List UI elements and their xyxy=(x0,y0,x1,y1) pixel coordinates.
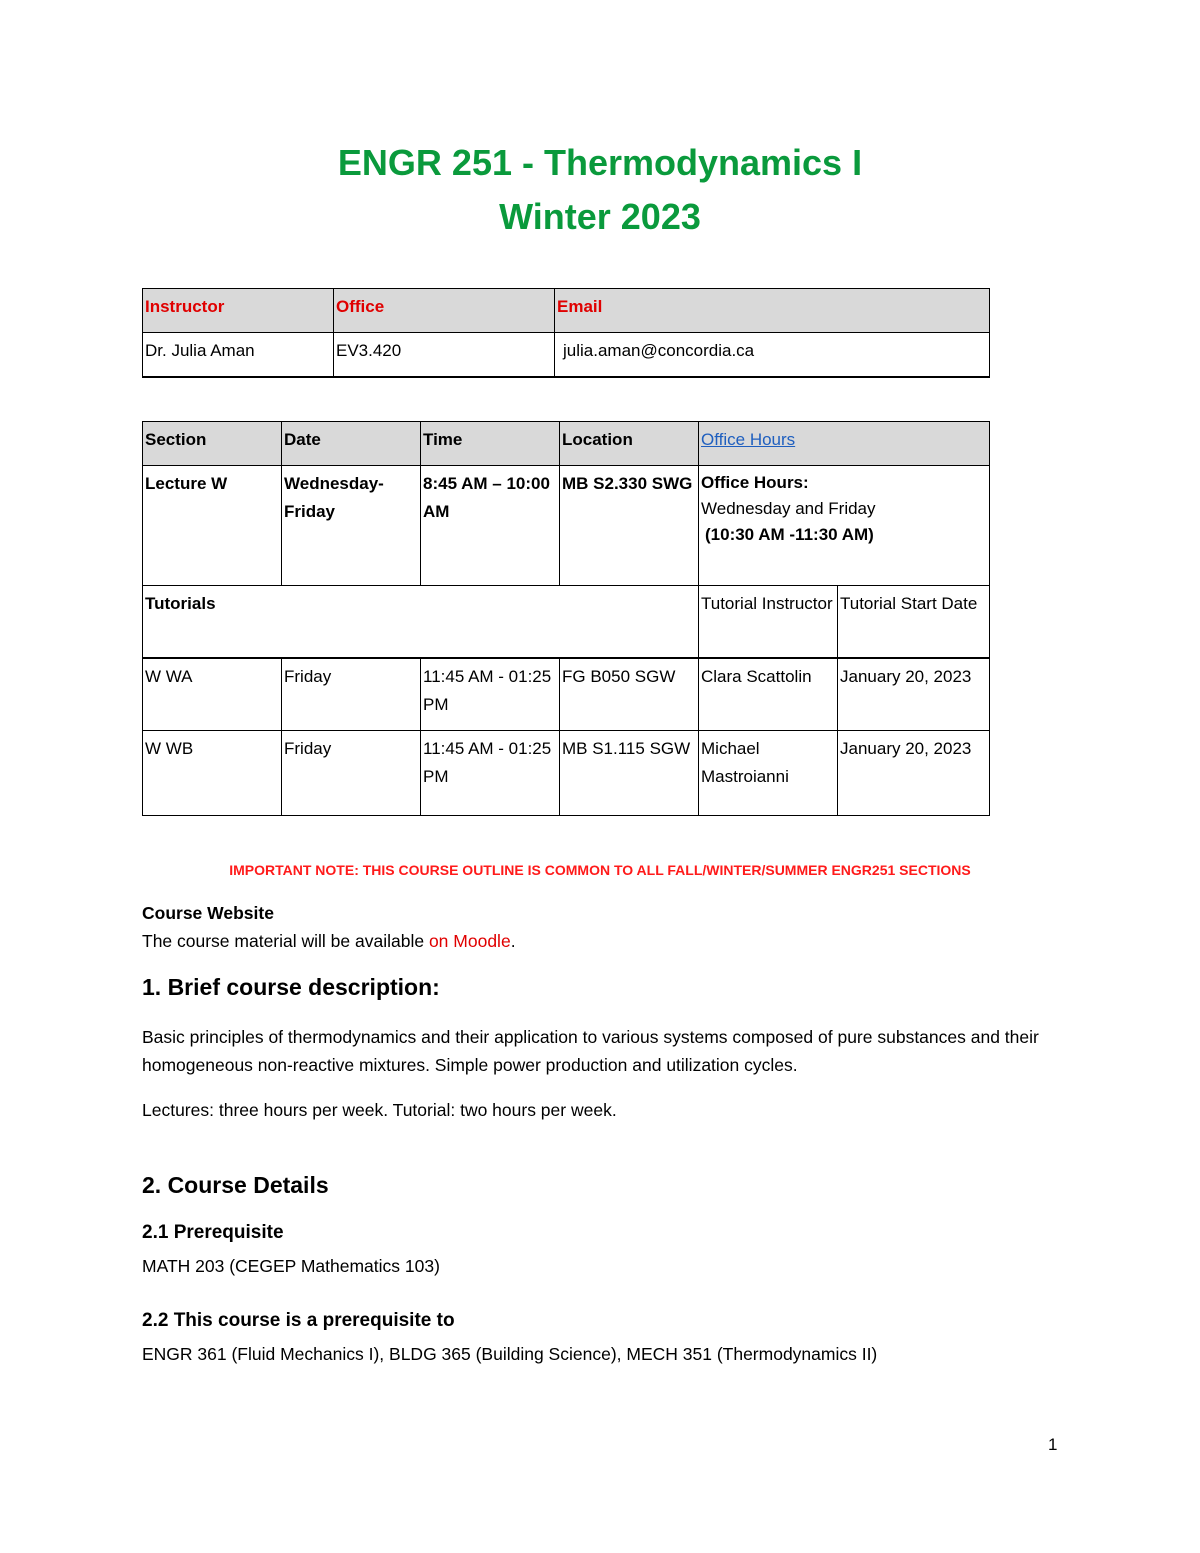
prerequisite-text: MATH 203 (CEGEP Mathematics 103) xyxy=(142,1256,440,1276)
office-hours-time: (10:30 AM -11:30 AM) xyxy=(705,525,874,544)
website-text-after: . xyxy=(510,931,516,951)
section2-heading: 2. Course Details xyxy=(142,1172,329,1198)
tutorial-instructor-header: Tutorial Instructor xyxy=(699,586,838,658)
tutorials-label: Tutorials xyxy=(143,586,699,658)
page-title: ENGR 251 - Thermodynamics I xyxy=(337,142,863,183)
tutorial-date: Friday xyxy=(282,731,421,816)
header-location: Location xyxy=(560,422,699,466)
lecture-section: Lecture W xyxy=(143,466,282,586)
header-instructor: Instructor xyxy=(143,289,334,333)
website-heading: Course Website xyxy=(142,903,274,923)
tutorial-section: W WB xyxy=(143,731,282,816)
tutorial-start: January 20, 2023 xyxy=(838,658,990,731)
tutorial-location: MB S1.115 SGW xyxy=(560,731,699,816)
prerequisite-to-text: ENGR 361 (Fluid Mechanics I), BLDG 365 (Building Science), MECH 351 (Thermodynamics II) xyxy=(142,1344,878,1364)
instructor-name: Dr. Julia Aman xyxy=(143,333,334,377)
tutorial-start-header: Tutorial Start Date xyxy=(838,586,990,658)
tutorial-section: W WA xyxy=(143,658,282,731)
important-note: IMPORTANT NOTE: THIS COURSE OUTLINE IS COMMON TO ALL FALL/WINTER/SUMMER ENGR251 SECTIONS xyxy=(229,862,971,878)
office-room: EV3.420 xyxy=(334,333,555,377)
website-text xyxy=(142,927,516,955)
header-office: Office xyxy=(334,289,555,333)
lecture-date: Wednesday-Friday xyxy=(282,466,421,586)
page-subtitle: Winter 2023 xyxy=(499,196,701,237)
tutorial-location: FG B050 SGW xyxy=(560,658,699,731)
website-text-before: The course material will be available xyxy=(142,931,429,951)
tutorial-time: 11:45 AM - 01:25 PM xyxy=(421,731,560,816)
tutorial-time: 11:45 AM - 01:25 PM xyxy=(421,658,560,731)
lecture-location: MB S2.330 SWG xyxy=(560,466,699,586)
header-office-hours xyxy=(699,422,990,466)
email-address[interactable]: julia.aman@concordia.ca xyxy=(555,333,990,377)
section1-hours: Lectures: three hours per week. Tutorial: two hours per week. xyxy=(142,1100,617,1120)
table-row xyxy=(143,731,990,816)
prerequisite-heading: 2.1 Prerequisite xyxy=(142,1222,284,1243)
section1-heading: 1. Brief course description: xyxy=(142,974,440,1000)
tutorial-instructor: Clara Scattolin xyxy=(699,658,838,731)
page-number: 1 xyxy=(1048,1435,1058,1454)
section1-description: Basic principles of thermodynamics and their application to various systems composed of pure substances and their homogeneous non-reactive mixtures. Simple power production and utilization cycles. xyxy=(142,1027,1039,1075)
office-hours-days: Wednesday and Friday xyxy=(701,499,876,518)
office-hours-link[interactable]: Office Hours xyxy=(701,430,796,449)
tutorial-instructor: Michael Mastroianni xyxy=(699,731,838,816)
header-date: Date xyxy=(282,422,421,466)
tutorial-date: Friday xyxy=(282,658,421,731)
office-hours-label: Office Hours: xyxy=(701,473,809,492)
instructor-table xyxy=(142,288,990,378)
tutorial-start: January 20, 2023 xyxy=(838,731,990,816)
lecture-time: 8:45 AM – 10:00 AM xyxy=(421,466,560,586)
header-time: Time xyxy=(421,422,560,466)
prerequisite-to-heading: 2.2 This course is a prerequisite to xyxy=(142,1310,455,1331)
table-row xyxy=(143,658,990,731)
header-email: Email xyxy=(555,289,990,333)
schedule-table xyxy=(142,421,990,816)
lecture-office-hours xyxy=(699,466,990,586)
website-moodle: on Moodle xyxy=(428,931,511,951)
header-section: Section xyxy=(143,422,282,466)
